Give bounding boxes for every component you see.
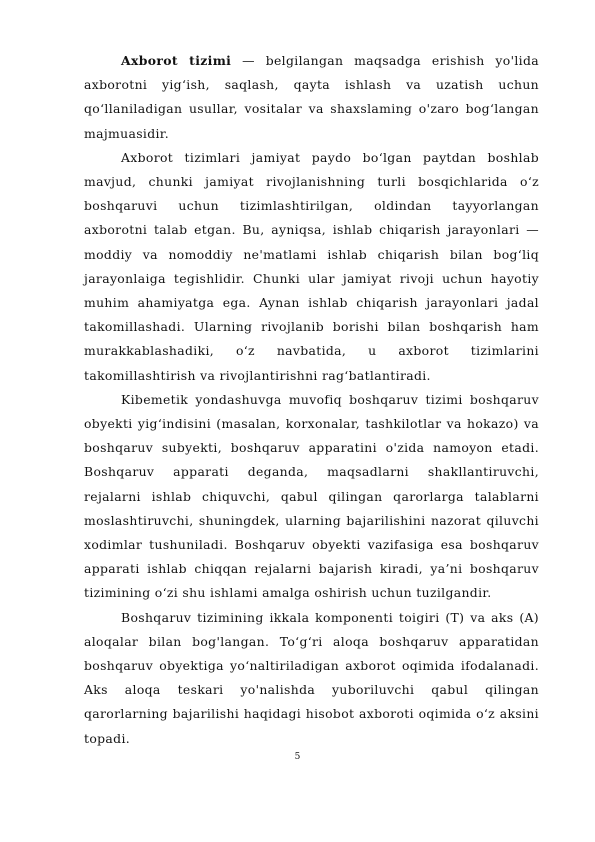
- paragraph-cybernetic: Kibemetik yondashuvga muvofiq boshqaruv tizimi boshqaruv obyekti yig‘indisini (masalan, korxonalar, tashkilotlar va hokazo) va boshqaruv subyekti, boshqaruv apparatini o'zida namoyon etadi. Boshqaruv apparati deganda, maqsadlarni shakllantiruvchi, rejalarni ishlab chiquvchi, qabul qilingan qarorlarga talablarni moslashtiruvchi, shuningdek, ularning bajarilishini nazorat qiluvchi xodimlar tushuniladi. Boshqaruv obyekti vazifasiga esa boshqaruv apparati ishlab chiqqan rejalarni bajarish kiradi, ya’ni boshqaruv tizimining o‘zi shu ishlami amalga oshirish uchun tuzilgandir.: [84, 391, 539, 601]
- paragraph-feedback: Boshqaruv tizimining ikkala komponenti toigiri (T) va aks (A) aloqalar bilan bog'langan. To‘g‘ri aloqa boshqaruv apparatidan boshqaruv obyektiga yo‘naltiriladigan axborot oqimida ifodalanadi. Aks aloqa teskari yo'nalishda yuboriluvchi qabul qilingan qarorlarning bajarilishi haqidagi hisobot axboroti oqimida o‘z aksini topadi.: [84, 609, 539, 746]
- document-page: [84, 49, 539, 751]
- term-axborot-tizimi: Axborot tizimi: [121, 53, 232, 68]
- paragraph-history: Axborot tizimlari jamiyat paydo bo‘lgan paytdan boshlab mavjud, chunki jamiyat rivojlanishning turli bosqichlarida o‘z boshqaruvi uchun tizimlashtirilgan, oldindan tayyorlangan axborotni talab etgan. Bu, ayniqsa, ishlab chiqarish jarayonlari — moddiy va nomoddiy ne'matlami ishlab chiqarish bilan bog‘liq jarayonlaiga tegishlidir. Chunki ular jamiyat rivoji uchun hayotiy muhim ahamiyatga ega. Aynan ishlab chiqarish jarayonlari jadal takomillashadi. Ularning rivojlanib borishi bilan boshqarish ham murakkablashadiki, o‘z navbatida, u axborot tizimlarini takomillashtirish va rivojlantirishni rag‘batlantiradi.: [84, 149, 539, 383]
- paragraph-definition: [84, 49, 539, 146]
- page-number: 5: [294, 752, 301, 762]
- definition-text: — belgilangan maqsadga erishish yo'lida axborotni yig‘ish, saqlash, qayta ishlash va uzatish uchun qo‘llaniladigan usullar, vositalar va shaxslaming o'zaro bog‘langan majmuasidir.: [84, 53, 539, 141]
